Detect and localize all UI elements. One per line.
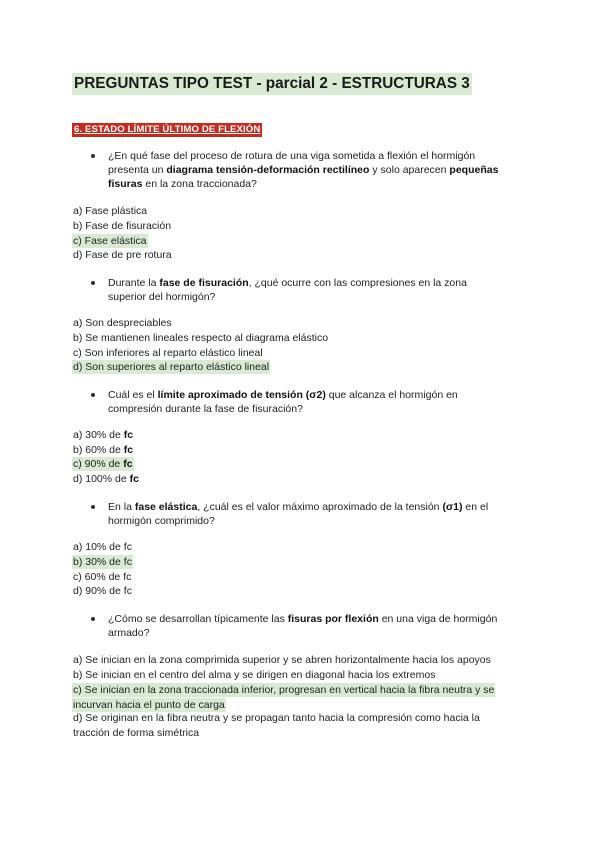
answer-option-correct <box>72 683 495 697</box>
text: b) 60% de <box>73 444 124 456</box>
question-line <box>108 388 538 402</box>
bold-text: límite aproximado de tensión (σ2) <box>157 389 326 401</box>
question-4 <box>108 500 538 528</box>
text: a) 30% de <box>73 429 124 441</box>
question-line <box>108 276 538 290</box>
text: a) 10% de fc <box>73 541 132 553</box>
text: d) 100% de <box>73 473 130 485</box>
bold-text: fc <box>123 444 134 456</box>
text: b) 30% de fc <box>73 556 132 568</box>
text: a) Son despreciables <box>73 317 172 329</box>
text: hormigón comprimido? <box>108 515 215 527</box>
answer-option <box>72 570 132 584</box>
answer-option <box>72 653 492 667</box>
text: c) 90% de <box>73 458 124 470</box>
text: d) Se originan en la fibra neutra y se propagan tanto hacia la compresión como hacia la <box>73 712 480 724</box>
question-line <box>108 402 538 416</box>
text: d) 90% de fc <box>73 585 132 597</box>
bullet-icon <box>91 281 95 285</box>
answer-option <box>72 726 200 740</box>
bullet-icon <box>91 505 95 509</box>
answer-option <box>72 584 133 598</box>
answer-option <box>72 331 329 345</box>
text: En la <box>108 501 135 513</box>
text: b) Se inician en el centro del alma y se dirigen en diagonal hacia los extremos <box>73 669 436 681</box>
answer-option <box>72 443 134 457</box>
text: compresión durante la fase de fisuración? <box>108 403 303 415</box>
answer-option-correct <box>72 555 133 569</box>
text: c) Se inician en la zona traccionada inferior, progresan en vertical hacia la fibra neutra y se <box>73 684 495 696</box>
text: armado? <box>108 627 150 639</box>
answer-option <box>72 204 148 218</box>
bold-text: fc <box>123 429 134 441</box>
bullet-icon <box>91 617 95 621</box>
text: a) Se inician en la zona comprimida superior y se abren horizontalmente hacia los apoyos <box>73 654 491 666</box>
text: incurvan hacia el punto de carga <box>73 698 225 711</box>
text: , ¿cuál es el valor máximo aproximado de la tensión <box>197 501 443 513</box>
bold-text: pequeñas <box>449 164 499 176</box>
question-1 <box>108 149 538 191</box>
text: a) Fase plástica <box>73 205 148 217</box>
question-line <box>108 612 538 626</box>
text: que alcanza el hormigón en <box>325 389 458 401</box>
question-line <box>108 163 538 177</box>
text: Durante la <box>108 277 160 289</box>
answer-option <box>72 668 436 682</box>
text: en una viga de hormigón <box>378 613 498 625</box>
answer-option <box>72 472 140 486</box>
bold-text: fc <box>123 458 133 470</box>
text: d) Fase de pre rotura <box>73 249 172 261</box>
bold-text: fisuras por flexión <box>287 613 379 625</box>
answer-option <box>72 316 173 330</box>
text: c) Son inferiores al reparto elástico lineal <box>73 347 263 359</box>
answer-option <box>72 248 173 262</box>
answer-option-correct <box>72 360 270 374</box>
question-line <box>108 514 538 528</box>
bold-text: fase elástica <box>134 501 198 513</box>
question-2 <box>108 276 538 304</box>
text: b) Se mantienen lineales respecto al diagrama elástico <box>73 332 329 344</box>
text: en el <box>462 501 489 513</box>
page-title: PREGUNTAS TIPO TEST - parcial 2 - ESTRUCTURAS 3 <box>72 73 472 95</box>
text: tracción de forma simétrica <box>73 726 200 739</box>
question-5 <box>108 612 538 640</box>
answer-option <box>72 346 264 360</box>
answer-option-correct <box>72 457 134 471</box>
bold-text: fc <box>129 473 139 485</box>
text: c) 60% de fc <box>73 571 132 583</box>
text: presenta un <box>108 164 167 176</box>
text: d) Son superiores al reparto elástico lineal <box>73 361 270 373</box>
bullet-icon <box>91 154 95 158</box>
answer-option <box>72 219 172 233</box>
section-heading: 6. ESTADO LÍMITE ÚLTIMO DE FLEXIÓN <box>74 124 261 135</box>
bold-text: fisuras <box>108 178 143 190</box>
text: c) Fase elástica <box>73 235 147 247</box>
question-line <box>108 149 538 163</box>
text: , ¿qué ocurre con las compresiones en la zona <box>248 277 467 289</box>
bold-text: diagrama tensión-deformación rectilíneo <box>166 164 370 176</box>
question-line <box>108 500 538 514</box>
answer-option-correct <box>72 234 148 248</box>
text: y solo aparecen <box>369 164 450 176</box>
text: en la zona traccionada? <box>142 178 257 190</box>
answer-option <box>72 711 481 725</box>
answer-option <box>72 540 133 554</box>
question-3 <box>108 388 538 416</box>
question-line <box>108 626 538 640</box>
text: Cuál es el <box>108 389 158 401</box>
text: superior del hormigón? <box>108 291 216 303</box>
answer-option <box>72 428 134 442</box>
bold-text: fase de fisuración <box>159 277 249 289</box>
text: ¿Cómo se desarrollan típicamente las <box>108 613 288 625</box>
answer-option-correct <box>72 698 226 712</box>
text: ¿En qué fase del proceso de rotura de una viga sometida a flexión el hormigón <box>108 150 476 162</box>
bold-text: (σ1) <box>442 501 463 513</box>
text: b) Fase de fisuración <box>73 220 172 232</box>
bullet-icon <box>91 393 95 397</box>
question-line <box>108 177 538 191</box>
question-line <box>108 290 538 304</box>
